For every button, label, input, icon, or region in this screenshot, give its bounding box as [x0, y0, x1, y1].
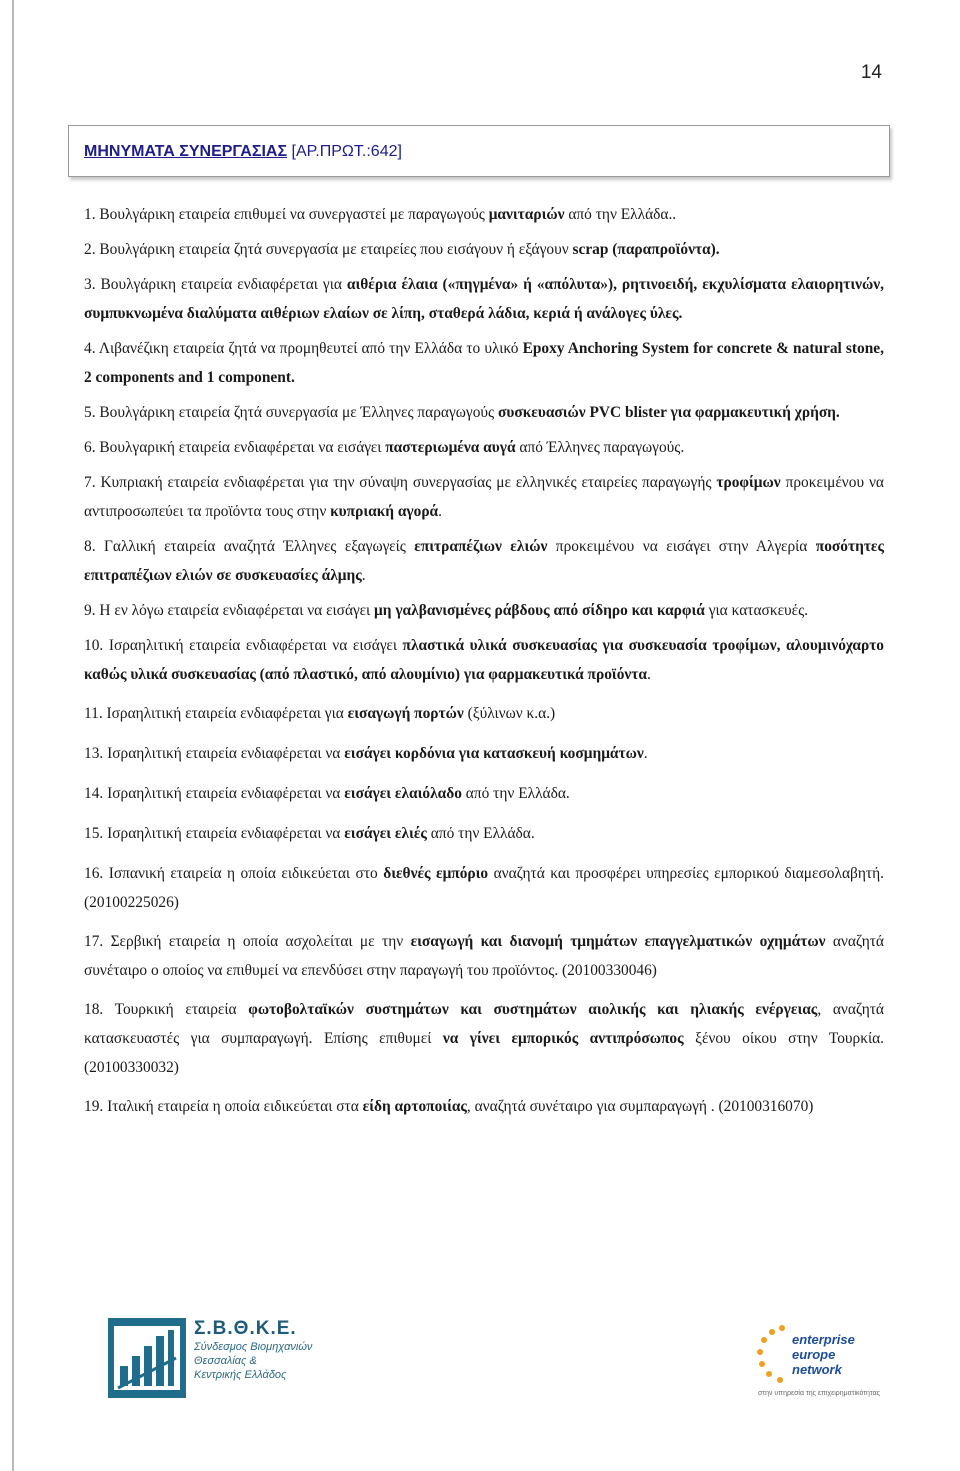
- list-item: [84, 631, 884, 689]
- list-item: [84, 398, 884, 427]
- een-line: enterprise: [792, 1332, 855, 1347]
- item-text: , αναζητά κατασκευαστές για συμπαραγωγή. Επίσης επιθυμεί: [84, 1001, 884, 1047]
- heading-box: [68, 125, 890, 177]
- list-item: [84, 596, 884, 625]
- svthke-logo-text: [194, 1318, 394, 1382]
- bold-text: αιθέρια έλαια («πηγμένα» ή «απόλυτα»), ρητινοειδή, εκχυλίσματα ελαιορητινών, συμπυκνωμένα διαλύματα αιθέριων ελαίων σε λίπη, σταθερά λάδια, κεριά ή ανάλογες ύλες.: [84, 276, 884, 322]
- bold-text: τροφίμων: [716, 474, 781, 491]
- een-tagline: στην υπηρεσία της επιχειρηματικότητας: [758, 1390, 881, 1397]
- item-text: .: [361, 567, 366, 584]
- item-text: από την Ελλάδα.: [426, 825, 535, 842]
- item-text: προκειμένου να αντιπροσωπεύει τα προϊόντα τους στην: [84, 474, 884, 520]
- item-text: , αναζητά συνέταιρο για συμπαραγωγή . (20100316070): [466, 1098, 814, 1115]
- een-logo: [752, 1320, 892, 1400]
- bold-text: διεθνές εμπόριο: [383, 865, 489, 882]
- item-text: 8. Γαλλική εταιρεία αναζητά Έλληνες εξαγωγείς: [84, 538, 415, 555]
- item-text: 3. Βουλγάρικη εταιρεία ενδιαφέρεται για: [84, 276, 347, 293]
- item-text: ξένου οίκου στην Τουρκία. (20100330032): [84, 1030, 885, 1076]
- item-text: αναζητά συνέταιρο ο οποίος να επιθυμεί να επενδύσει στην παραγωγή του προϊόντος. (20100330046): [84, 933, 884, 979]
- list-item: [84, 1092, 884, 1121]
- bold-text: κυπριακή αγορά: [330, 503, 439, 520]
- bold-text: παστεριωμένα αυγά: [385, 439, 516, 456]
- list-item: [84, 699, 884, 728]
- bold-text: εισάγει ελαιόλαδο: [344, 785, 462, 802]
- svthke-abbr: Σ.Β.Θ.Κ.Ε.: [194, 1318, 297, 1339]
- list-item: [84, 200, 884, 229]
- bold-text: μανιταριών: [488, 206, 565, 223]
- item-text: 9. Η εν λόγω εταιρεία ενδιαφέρεται να εισάγει: [84, 602, 375, 619]
- item-text: .: [643, 745, 648, 762]
- svthke-line: Κεντρικής Ελλάδος: [194, 1369, 287, 1381]
- list-item: [84, 334, 884, 392]
- bold-text: ποσότητες επιτραπέζιων ελιών σε συσκευασίες άλμης: [84, 538, 884, 584]
- list-item: [84, 927, 884, 985]
- item-text: αναζητά και προσφέρει υπηρεσίες εμπορικού διαμεσολαβητή. (20100225026): [84, 865, 884, 911]
- item-text: .: [646, 666, 651, 683]
- item-text: 16. Ισπανική εταιρεία η οποία ειδικεύεται στο: [84, 865, 384, 882]
- list-item: [84, 468, 884, 526]
- item-text: 19. Ιταλική εταιρεία η οποία ειδικεύεται στα: [84, 1098, 363, 1115]
- bold-text: φωτοβολταϊκών συστημάτων και συστημάτων αιολικής και ηλιακής ενέργειας: [248, 1001, 818, 1018]
- list-item: [84, 433, 884, 462]
- bold-text: εισάγει κορδόνια για κατασκευή κοσμημάτων: [344, 745, 644, 762]
- svthke-logo-mark: [108, 1318, 186, 1398]
- svthke-line: Θεσσαλίας &: [194, 1355, 257, 1367]
- svthke-line: Σύνδεσμος Βιομηχανιών: [194, 1341, 313, 1353]
- item-text: 14. Ισραηλιτική εταιρεία ενδιαφέρεται να: [84, 785, 345, 802]
- list-item: [84, 819, 884, 848]
- page-number: 14: [860, 62, 882, 83]
- list-item: [84, 270, 884, 328]
- item-text: 2. Βουλγάρικη εταιρεία ζητά συνεργασία με εταιρείες που εισάγουν ή εξάγουν: [84, 241, 573, 258]
- bold-text: να γίνει εμπορικός αντιπρόσωπος: [442, 1030, 684, 1047]
- item-text: προκειμένου να εισάγει στην Αλγερία: [547, 538, 816, 555]
- item-text: 18. Τουρκική εταιρεία: [84, 1001, 249, 1018]
- item-text: 1. Βουλγάρικη εταιρεία επιθυμεί να συνεργαστεί με παραγωγούς: [84, 206, 489, 223]
- item-text: 4. Λιβανέζικη εταιρεία ζητά να προμηθευτεί από την Ελλάδα το υλικό: [84, 340, 523, 357]
- star-circle-icon: [752, 1320, 792, 1390]
- item-text: 7. Κυπριακή εταιρεία ενδιαφέρεται για την σύναψη συνεργασίας με ελληνικές εταιρείες παραγωγής: [84, 474, 717, 491]
- een-text: [792, 1332, 855, 1377]
- bold-text: επιτραπέζιων ελιών: [414, 538, 548, 555]
- list-item: [84, 235, 884, 264]
- een-line: network: [792, 1362, 842, 1377]
- item-text: από την Ελλάδα.: [461, 785, 570, 802]
- bold-text: scrap (παραπροϊόντα).: [572, 241, 720, 258]
- list-item: [84, 995, 884, 1082]
- list-item: [84, 859, 884, 917]
- item-text: (ξύλινων κ.α.): [463, 705, 556, 722]
- een-line: europe: [792, 1347, 836, 1362]
- message-list: [84, 200, 884, 1121]
- page-left-border: [12, 0, 14, 1471]
- item-text: από την Ελλάδα..: [564, 206, 677, 223]
- item-text: 17. Σερβική εταιρεία η οποία ασχολείται με την: [84, 933, 411, 950]
- bold-text: Epoxy Anchoring System for concrete & natural stone, 2 components and 1 component.: [84, 340, 884, 386]
- item-text: 6. Βουλγαρική εταιρεία ενδιαφέρεται να εισάγει: [84, 439, 386, 456]
- item-text: 10. Ισραηλιτική εταιρεία ενδιαφέρεται να εισάγει: [84, 637, 403, 654]
- list-item: [84, 739, 884, 768]
- list-item: [84, 532, 884, 590]
- item-text: από Έλληνες παραγωγούς.: [515, 439, 685, 456]
- item-text: 13. Ισραηλιτική εταιρεία ενδιαφέρεται να: [84, 745, 345, 762]
- bold-text: μη γαλβανισμένες ράβδους από σίδηρο και καρφιά: [374, 602, 705, 619]
- bold-text: είδη αρτοποιίας: [362, 1098, 467, 1115]
- item-text: 15. Ισραηλιτική εταιρεία ενδιαφέρεται να: [84, 825, 345, 842]
- svthke-logo: [108, 1318, 318, 1398]
- bold-text: εισαγωγή και διανομή τμημάτων επαγγελματικών οχημάτων: [410, 933, 826, 950]
- bold-text: συσκευασιών PVC blister για φαρμακευτική χρήση.: [497, 404, 840, 421]
- item-text: 11. Ισραηλιτική εταιρεία ενδιαφέρεται για: [84, 705, 348, 722]
- item-text: 5. Βουλγάρικη εταιρεία ζητά συνεργασία με Έλληνες παραγωγούς: [84, 404, 498, 421]
- bold-text: πλαστικά υλικά συσκευασίας για συσκευασία τροφίμων, αλουμινόχαρτο καθώς υλικά συσκευασίας (από πλαστικό, από αλουμίνιο) για φαρμακευτικά προϊόντα: [84, 637, 884, 683]
- factory-icon: [108, 1318, 186, 1398]
- item-text: για κατασκευές.: [704, 602, 809, 619]
- item-text: .: [438, 503, 443, 520]
- heading-title: ΜΗΝΥΜΑΤΑ ΣΥΝΕΡΓΑΣΙΑΣ: [84, 143, 288, 160]
- heading-reference: [ΑΡ.ΠΡΩΤ.:642]: [287, 143, 402, 160]
- bold-text: εισάγει ελιές: [344, 825, 427, 842]
- list-item: [84, 779, 884, 808]
- bold-text: εισαγωγή πορτών: [347, 705, 464, 722]
